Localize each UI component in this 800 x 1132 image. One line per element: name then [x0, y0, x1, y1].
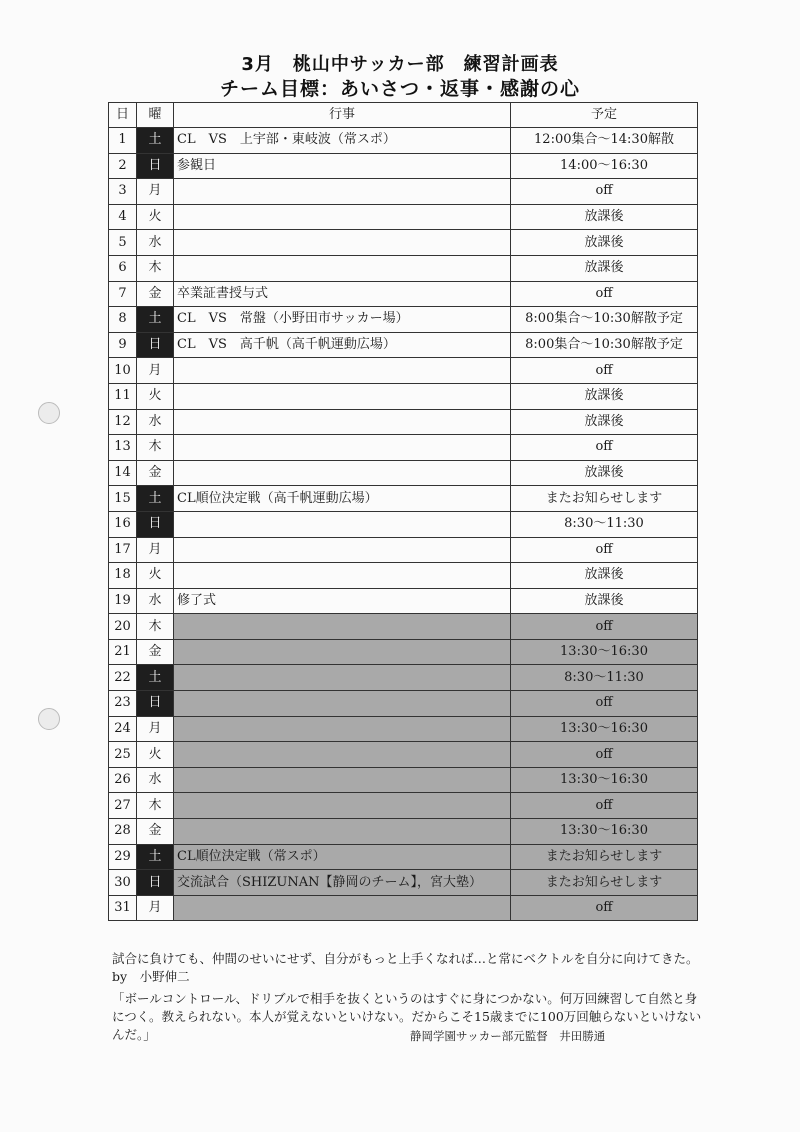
plan-cell: off — [511, 614, 698, 640]
event-cell — [174, 793, 511, 819]
event-cell — [174, 819, 511, 845]
quote-ida: 「ボールコントロール、ドリブルで相手を抜くというのはすぐに身につかない。何万回練習して自然と身につく。教えられない。本人が覚えないといけない。だからこそ15歳までに100万回触らないといけないんだ。」 — [112, 991, 702, 1042]
weekday-cell: 月 — [137, 358, 174, 384]
plan-cell: 放課後 — [511, 563, 698, 589]
event-cell: CL VS 高千帆（高千帆運動広場） — [174, 332, 511, 358]
plan-cell: 8:00集合～10:30解散予定 — [511, 332, 698, 358]
day-cell: 14 — [109, 460, 137, 486]
plan-cell: off — [511, 793, 698, 819]
day-cell: 8 — [109, 307, 137, 333]
plan-cell: 放課後 — [511, 460, 698, 486]
weekday-cell: 金 — [137, 281, 174, 307]
table-row — [109, 767, 698, 793]
day-cell: 10 — [109, 358, 137, 384]
header-event: 行事 — [174, 103, 511, 128]
day-cell: 16 — [109, 511, 137, 537]
weekday-cell: 火 — [137, 742, 174, 768]
day-cell: 17 — [109, 537, 137, 563]
day-cell: 31 — [109, 895, 137, 921]
plan-cell: 放課後 — [511, 409, 698, 435]
day-cell: 1 — [109, 128, 137, 154]
day-cell: 11 — [109, 383, 137, 409]
plan-cell: off — [511, 537, 698, 563]
weekday-cell: 日 — [137, 870, 174, 896]
plan-cell: 8:00集合～10:30解散予定 — [511, 307, 698, 333]
day-cell: 15 — [109, 486, 137, 512]
table-row — [109, 537, 698, 563]
event-cell — [174, 511, 511, 537]
table-row — [109, 563, 698, 589]
table-row — [109, 358, 698, 384]
event-cell — [174, 691, 511, 717]
header-day: 日 — [109, 103, 137, 128]
weekday-cell: 土 — [137, 486, 174, 512]
table-row — [109, 179, 698, 205]
quote-signature: 静岡学園サッカー部元監督 井田勝通 — [410, 1029, 606, 1043]
table-row — [109, 255, 698, 281]
weekday-cell: 木 — [137, 435, 174, 461]
event-cell — [174, 435, 511, 461]
day-cell: 25 — [109, 742, 137, 768]
weekday-cell: 火 — [137, 563, 174, 589]
plan-cell: 放課後 — [511, 588, 698, 614]
event-cell — [174, 665, 511, 691]
event-cell — [174, 716, 511, 742]
day-cell: 23 — [109, 691, 137, 717]
table-row — [109, 639, 698, 665]
event-cell — [174, 179, 511, 205]
table-row — [109, 742, 698, 768]
weekday-cell: 水 — [137, 409, 174, 435]
day-cell: 19 — [109, 588, 137, 614]
weekday-cell: 水 — [137, 588, 174, 614]
table-row — [109, 588, 698, 614]
table-row — [109, 614, 698, 640]
day-cell: 26 — [109, 767, 137, 793]
day-cell: 28 — [109, 819, 137, 845]
schedule-table — [108, 102, 698, 921]
weekday-cell: 土 — [137, 128, 174, 154]
plan-cell: 8:30～11:30 — [511, 665, 698, 691]
binder-hole-icon — [38, 708, 60, 730]
plan-cell: off — [511, 691, 698, 717]
event-cell: 参観日 — [174, 153, 511, 179]
table-row — [109, 230, 698, 256]
table-row — [109, 691, 698, 717]
plan-cell: 13:30～16:30 — [511, 716, 698, 742]
day-cell: 22 — [109, 665, 137, 691]
day-cell: 12 — [109, 409, 137, 435]
event-cell — [174, 230, 511, 256]
table-row — [109, 281, 698, 307]
weekday-cell: 火 — [137, 204, 174, 230]
event-cell — [174, 895, 511, 921]
day-cell: 13 — [109, 435, 137, 461]
weekday-cell: 月 — [137, 716, 174, 742]
weekday-cell: 水 — [137, 767, 174, 793]
weekday-cell: 月 — [137, 895, 174, 921]
table-row — [109, 870, 698, 896]
table-row — [109, 716, 698, 742]
day-cell: 20 — [109, 614, 137, 640]
weekday-cell: 日 — [137, 153, 174, 179]
weekday-cell: 木 — [137, 255, 174, 281]
table-row — [109, 895, 698, 921]
event-cell — [174, 460, 511, 486]
weekday-cell: 月 — [137, 179, 174, 205]
day-cell: 5 — [109, 230, 137, 256]
plan-cell: off — [511, 281, 698, 307]
event-cell — [174, 409, 511, 435]
plan-cell: off — [511, 179, 698, 205]
table-row — [109, 819, 698, 845]
plan-cell: またお知らせします — [511, 844, 698, 870]
event-cell: CL順位決定戦（高千帆運動広場） — [174, 486, 511, 512]
day-cell: 18 — [109, 563, 137, 589]
plan-cell: 14:00～16:30 — [511, 153, 698, 179]
binder-hole-icon — [38, 402, 60, 424]
plan-cell: 放課後 — [511, 204, 698, 230]
event-cell: CL順位決定戦（常スポ） — [174, 844, 511, 870]
table-row — [109, 153, 698, 179]
weekday-cell: 木 — [137, 793, 174, 819]
day-cell: 21 — [109, 639, 137, 665]
header-plan: 予定 — [511, 103, 698, 128]
weekday-cell: 日 — [137, 511, 174, 537]
table-row — [109, 665, 698, 691]
table-row — [109, 128, 698, 154]
event-cell — [174, 742, 511, 768]
event-cell — [174, 255, 511, 281]
table-row — [109, 332, 698, 358]
day-cell: 7 — [109, 281, 137, 307]
day-cell: 24 — [109, 716, 137, 742]
plan-cell: またお知らせします — [511, 486, 698, 512]
plan-cell: 13:30～16:30 — [511, 639, 698, 665]
weekday-cell: 土 — [137, 844, 174, 870]
weekday-cell: 月 — [137, 537, 174, 563]
team-goal: チーム目標：あいさつ・返事・感謝の心 — [219, 78, 580, 100]
weekday-cell: 土 — [137, 307, 174, 333]
plan-cell: 放課後 — [511, 255, 698, 281]
weekday-cell: 日 — [137, 332, 174, 358]
table-row — [109, 511, 698, 537]
event-cell — [174, 383, 511, 409]
event-cell — [174, 358, 511, 384]
event-cell: 交流試合（SHIZUNAN【静岡のチーム】，宮大塾） — [174, 870, 511, 896]
plan-cell: またお知らせします — [511, 870, 698, 896]
table-row — [109, 383, 698, 409]
header-weekday: 曜 — [137, 103, 174, 128]
plan-cell: 放課後 — [511, 230, 698, 256]
table-row — [109, 409, 698, 435]
table-row — [109, 793, 698, 819]
weekday-cell: 金 — [137, 639, 174, 665]
quote-ono: 試合に負けても、仲間のせいにせず、自分がもっと上手くなれば…と常にベクトルを自分に向けてきた。 by 小野伸二 — [112, 951, 705, 984]
event-cell: 卒業証書授与式 — [174, 281, 511, 307]
plan-cell: off — [511, 895, 698, 921]
day-cell: 4 — [109, 204, 137, 230]
weekday-cell: 木 — [137, 614, 174, 640]
weekday-cell: 日 — [137, 691, 174, 717]
day-cell: 27 — [109, 793, 137, 819]
event-cell: 修了式 — [174, 588, 511, 614]
plan-cell: off — [511, 358, 698, 384]
event-cell — [174, 537, 511, 563]
event-cell — [174, 639, 511, 665]
table-row — [109, 486, 698, 512]
event-cell — [174, 767, 511, 793]
table-header-row — [109, 103, 698, 128]
page-title: 3月 桃山中サッカー部 練習計画表 — [241, 54, 559, 75]
weekday-cell: 金 — [137, 460, 174, 486]
plan-cell: 8:30～11:30 — [511, 511, 698, 537]
schedule-body — [109, 128, 698, 921]
plan-cell: off — [511, 742, 698, 768]
plan-cell: 13:30～16:30 — [511, 819, 698, 845]
table-row — [109, 844, 698, 870]
day-cell: 30 — [109, 870, 137, 896]
day-cell: 6 — [109, 255, 137, 281]
table-row — [109, 460, 698, 486]
weekday-cell: 土 — [137, 665, 174, 691]
day-cell: 2 — [109, 153, 137, 179]
weekday-cell: 火 — [137, 383, 174, 409]
plan-cell: off — [511, 435, 698, 461]
weekday-cell: 水 — [137, 230, 174, 256]
day-cell: 29 — [109, 844, 137, 870]
event-cell: CL VS 上宇部・東岐波（常スポ） — [174, 128, 511, 154]
weekday-cell: 金 — [137, 819, 174, 845]
event-cell: CL VS 常盤（小野田市サッカー場） — [174, 307, 511, 333]
day-cell: 9 — [109, 332, 137, 358]
plan-cell: 放課後 — [511, 383, 698, 409]
table-row — [109, 435, 698, 461]
table-row — [109, 204, 698, 230]
event-cell — [174, 204, 511, 230]
table-row — [109, 307, 698, 333]
event-cell — [174, 563, 511, 589]
plan-cell: 12:00集合～14:30解散 — [511, 128, 698, 154]
event-cell — [174, 614, 511, 640]
plan-cell: 13:30～16:30 — [511, 767, 698, 793]
day-cell: 3 — [109, 179, 137, 205]
